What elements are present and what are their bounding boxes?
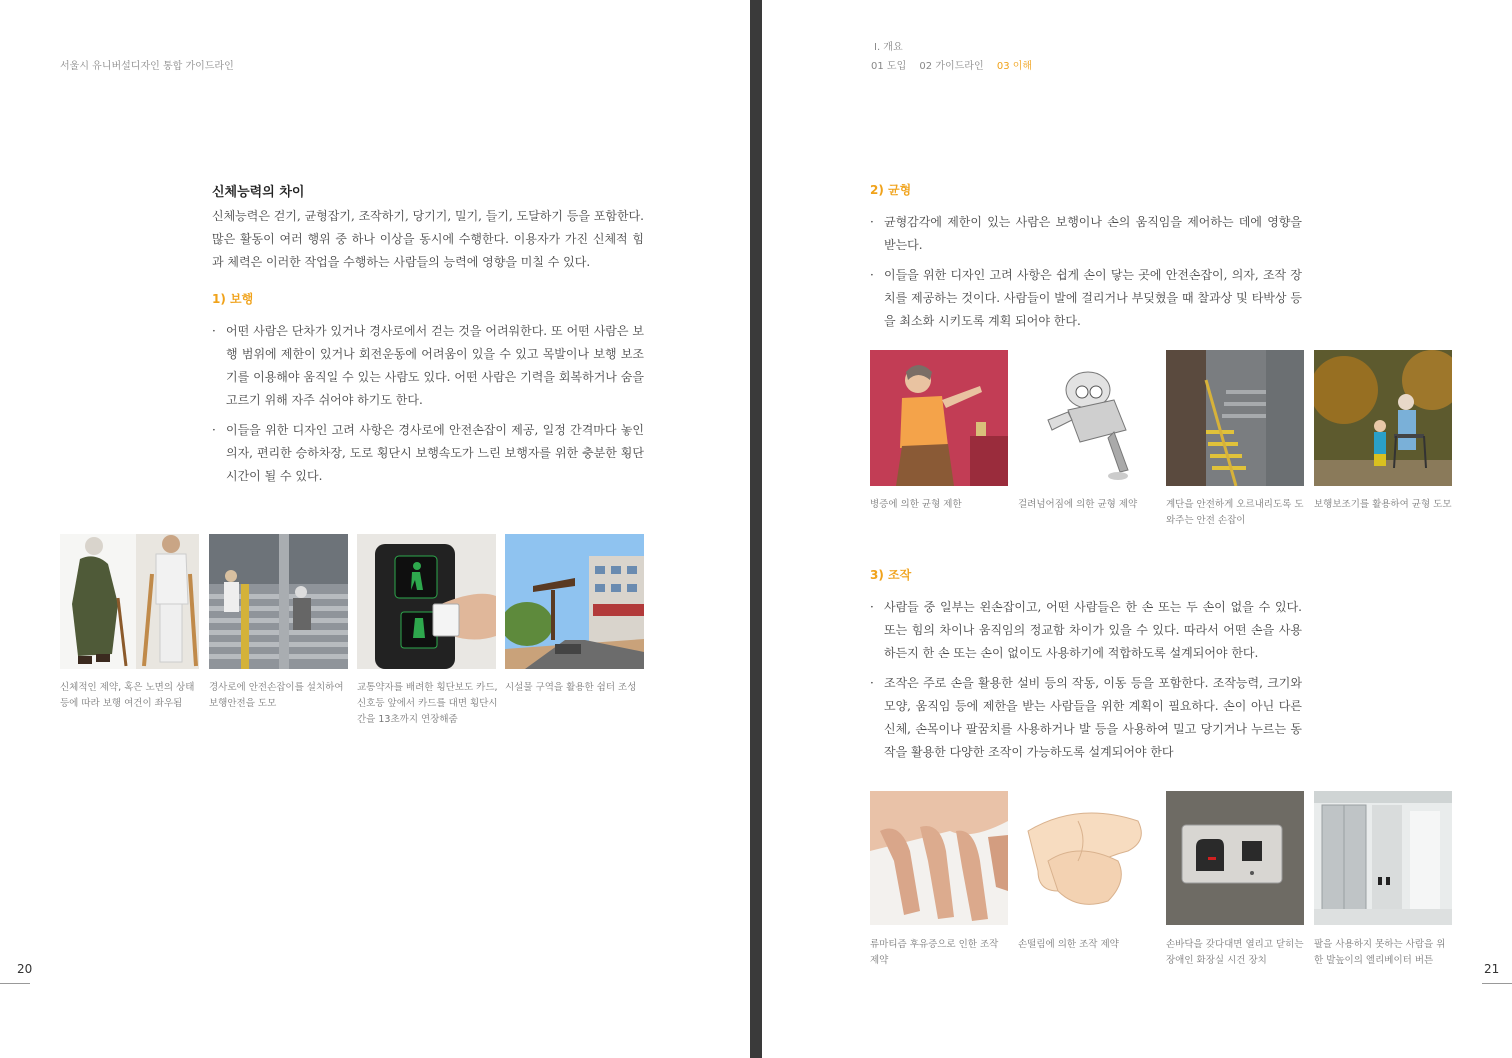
book-gutter <box>750 0 762 1058</box>
page-number: 21 <box>1484 962 1500 976</box>
tripping-illustration <box>1018 350 1156 486</box>
rheumatism-hand-photo <box>870 791 1008 925</box>
caption: 손바닥을 갖다대면 열리고 닫히는 장애인 화장실 시건 장치 <box>1166 939 1304 966</box>
caption: 걸려넘어짐에 의한 균형 제약 <box>1018 499 1138 510</box>
street-shelter-photo <box>505 534 644 669</box>
subheading-balance: 2) 균형 <box>870 183 912 197</box>
manipulation-bullets <box>870 596 1302 771</box>
list-item: · 균형감각에 제한이 있는 사람은 보행이나 손의 움직임을 제어하는 데에 영향을 받는다. <box>870 215 1302 252</box>
caption: 시설물 구역을 활용한 쉼터 조성 <box>505 682 637 693</box>
hand-tremor-illustration <box>1018 791 1156 925</box>
caption: 류마티즘 후유증으로 인한 조작 제약 <box>870 939 999 966</box>
walking-bullets <box>212 320 644 495</box>
foot-elevator-button-photo <box>1314 791 1452 925</box>
caption: 손떨림에 의한 조작 제약 <box>1018 939 1119 950</box>
intro-paragraph: 신체능력은 걷기, 균형잡기, 조작하기, 당기기, 밀기, 들기, 도달하기 등을 포함한다. 많은 활동이 여러 행위 중 하나 이상을 동시에 수행한다. 이용자가 가진 신체적 힘과 체력은 이러한 작업을 수행하는 사람들의 능력에 영향을 미칠 수 있다. <box>212 209 644 269</box>
running-head: 서울시 유니버설디자인 통합 가이드라인 <box>60 61 234 72</box>
list-item: · 사람들 중 일부는 왼손잡이고, 어떤 사람들은 한 손 또는 두 손이 없을 수 있다. 또는 힘의 차이나 움직임의 정교함 차이가 있을 수 있다. 따라서 어떤 손을 사용하든지 한 손 또는 손이 없이도 사용하기에 적합하도록 설계되어야 한다. <box>870 600 1302 660</box>
right-page <box>762 0 1512 1058</box>
list-item: · 이들을 위한 디자인 고려 사항은 경사로에 안전손잡이 제공, 일정 간격마다 놓인 의자, 편리한 승하차장, 도로 횡단시 보행속도가 느린 보행자를 위한 충분한 횡단 시간이 될 수 있다. <box>212 423 644 483</box>
nav-item-intro: 01 도입 <box>871 61 907 72</box>
caption: 병증에 의한 균형 제한 <box>870 499 962 510</box>
caption: 신체적인 제약, 혹은 노면의 상태 등에 따라 보행 여건이 좌우됨 <box>60 682 195 709</box>
nav-item-understanding: 03 이해 <box>996 61 1033 72</box>
caption: 경사로에 안전손잡이를 설치하여 보행안전을 도모 <box>209 682 344 709</box>
caption: 팔을 사용하지 못하는 사람을 위한 발높이의 엘리베이터 버튼 <box>1314 939 1446 966</box>
balance-illness-illustration <box>870 350 1008 486</box>
subheading-walking: 1) 보행 <box>212 292 254 306</box>
ramp-handrail-photo <box>209 534 348 669</box>
section-heading: 신체능력의 차이 <box>212 185 305 200</box>
list-item: · 조작은 주로 손을 활용한 설비 등의 작동, 이동 등을 포함한다. 조작능력, 크기와 모양, 움직임 등에 제한을 받는 사람들을 위한 계획이 필요하다. 손이 아닌 다른 신체, 손목이나 팔꿈치를 사용하거나 발 등을 사용하여 밀고 당기거나 누르는 동작을 활용한 다양한 조작이 가능하도록 설계되어야 한다 <box>870 676 1302 759</box>
page-number: 20 <box>17 962 33 976</box>
palm-door-lock-photo <box>1166 791 1304 925</box>
balance-bullets <box>870 211 1302 340</box>
chapter-label: Ⅰ. 개요 <box>874 42 903 53</box>
stair-handrail-photo <box>1166 350 1304 486</box>
crosswalk-card-photo <box>357 534 496 669</box>
subheading-manipulation: 3) 조작 <box>870 568 912 582</box>
left-page <box>0 0 750 1058</box>
list-item: · 이들을 위한 디자인 고려 사항은 쉽게 손이 닿는 곳에 안전손잡이, 의자, 조작 장치를 제공하는 것이다. 사람들이 발에 걸리거나 부딪혔을 때 찰과상 및 타박상 등을 최소화 시키도록 계획 되어야 한다. <box>870 268 1302 328</box>
caption: 보행보조기를 활용하여 균형 도모 <box>1314 499 1452 510</box>
page-number-rule <box>1482 983 1512 984</box>
list-item: · 어떤 사람은 단차가 있거나 경사로에서 걷는 것을 어려워한다. 또 어떤 사람은 보행 범위에 제한이 있거나 회전운동에 어려움이 있을 수 있고 목발이나 보행 보조기를 이용해야 움직일 수 있는 사람도 있다. 어떤 사람은 기력을 회복하거나 숨을 고르기 위해 자주 쉬어야 하기도 한다. <box>212 324 644 407</box>
page-number-rule <box>0 983 30 984</box>
nav-item-guideline: 02 가이드라인 <box>919 61 984 72</box>
caption: 계단을 안전하게 오르내리도록 도와주는 안전 손잡이 <box>1166 499 1304 526</box>
walking-limitation-photo <box>60 534 199 669</box>
walker-photo <box>1314 350 1452 486</box>
chapter-nav <box>871 57 1042 72</box>
caption: 교통약자를 배려한 횡단보도 카드, 신호등 앞에서 카드를 대면 횡단시간을 13초까지 연장해줌 <box>357 682 498 725</box>
